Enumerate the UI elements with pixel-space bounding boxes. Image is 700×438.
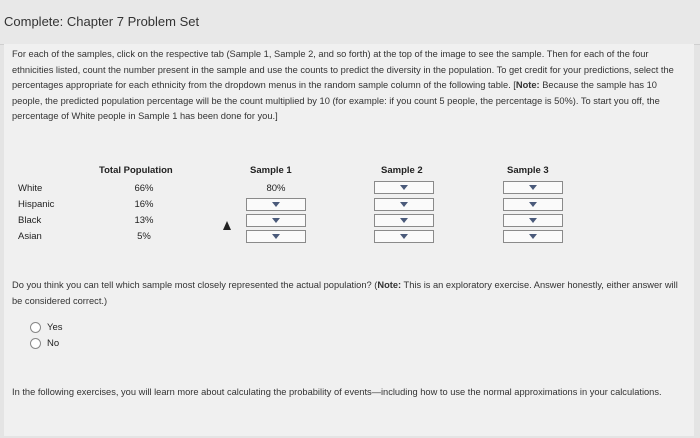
chevron-down-icon	[529, 185, 537, 190]
chevron-down-icon	[272, 234, 280, 239]
sample1-white-value: 80%	[266, 183, 286, 194]
title-bar	[0, 0, 700, 45]
header-sample-2: Sample 2	[381, 165, 423, 176]
sample1-hispanic-dropdown[interactable]	[246, 198, 306, 211]
total-white: 66%	[134, 183, 154, 194]
header-total-population: Total Population	[99, 165, 173, 176]
chevron-down-icon	[400, 234, 408, 239]
total-asian: 5%	[137, 231, 151, 242]
row-label-hispanic: Hispanic	[18, 199, 55, 210]
sample1-asian-dropdown[interactable]	[246, 230, 306, 243]
chevron-down-icon	[400, 218, 408, 223]
instructions-text: For each of the samples, click on the respective tab (Sample 1, Sample 2, and so forth) at the top of the image to see the sample. Then for each of the four ethnicities listed, count the number present in the sample and use the counts to predict the diversity in the population. To get credit for your predictions, select the percentages appropriate for each ethnicity from the dropdown menus in the random sample column of the following table. [Note: Because the sample has 10 people, the predicted population percentage will be the count multiplied by 10 (for example: if you count 5 people, the percentage is 50%). To start you off, the percentage of White people in Sample 1 has been done for you.]	[12, 49, 674, 121]
chevron-down-icon	[272, 218, 280, 223]
header-sample-3: Sample 3	[507, 165, 549, 176]
chevron-down-icon	[400, 185, 408, 190]
row-label-white: White	[18, 183, 43, 194]
sample3-hispanic-dropdown[interactable]	[503, 198, 563, 211]
sample3-white-dropdown[interactable]	[503, 181, 563, 194]
mouse-cursor-icon	[223, 221, 231, 230]
chevron-down-icon	[529, 234, 537, 239]
question-note-label: Note:	[377, 280, 402, 290]
page-title: Complete: Chapter 7 Problem Set	[4, 14, 200, 29]
note-label: Note:	[515, 80, 540, 90]
question-text: Do you think you can tell which sample most closely represented the actual population? (Note: This is an exploratory exercise. Answer honestly, either answer will be considered correct.)	[12, 280, 678, 306]
footer-text: In the following exercises, you will learn more about calculating the probability of events—including how to use the normal approximations in your calculations.	[12, 387, 662, 397]
radio-yes-circle[interactable]	[30, 322, 41, 333]
row-label-black: Black	[18, 215, 42, 226]
sample2-white-dropdown[interactable]	[374, 181, 434, 194]
chevron-down-icon	[272, 202, 280, 207]
sample1-black-dropdown[interactable]	[246, 214, 306, 227]
sample3-black-dropdown[interactable]	[503, 214, 563, 227]
radio-no-circle[interactable]	[30, 338, 41, 349]
sample3-asian-dropdown[interactable]	[503, 230, 563, 243]
total-black: 13%	[134, 215, 154, 226]
sample2-hispanic-dropdown[interactable]	[374, 198, 434, 211]
sample2-asian-dropdown[interactable]	[374, 230, 434, 243]
radio-no-label: No	[47, 338, 60, 350]
radio-no[interactable]	[30, 338, 59, 349]
radio-yes-label: Yes	[47, 322, 63, 334]
chevron-down-icon	[529, 202, 537, 207]
total-hispanic: 16%	[134, 199, 154, 210]
row-label-asian: Asian	[18, 231, 42, 242]
header-sample-1: Sample 1	[250, 165, 292, 176]
chevron-down-icon	[400, 202, 408, 207]
chevron-down-icon	[529, 218, 537, 223]
sample2-black-dropdown[interactable]	[374, 214, 434, 227]
radio-yes[interactable]	[30, 322, 63, 333]
